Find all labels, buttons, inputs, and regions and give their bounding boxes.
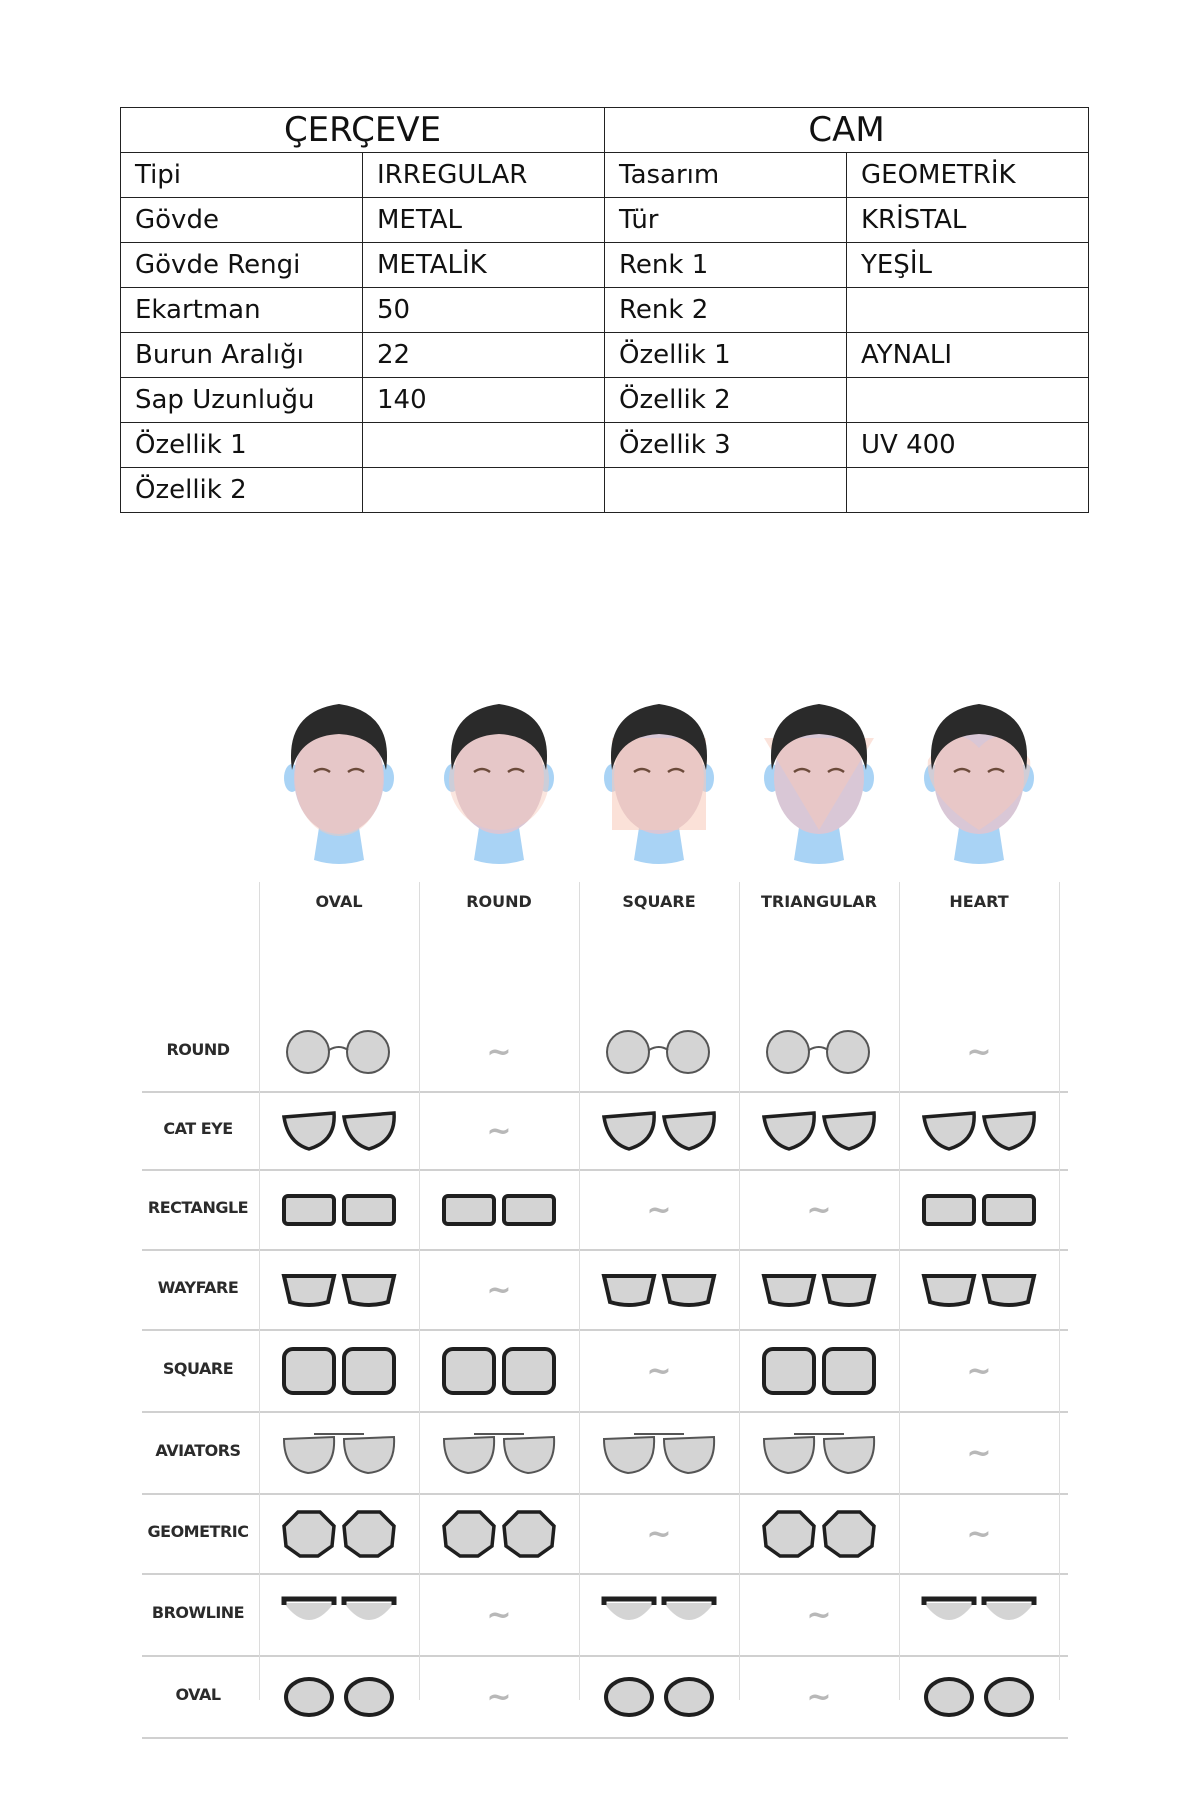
lens-label: Özellik 3: [605, 423, 847, 468]
browline-glasses-icon: [899, 1574, 1059, 1656]
square-glasses-icon: [259, 1330, 419, 1412]
frame-value: IRREGULAR: [363, 153, 605, 198]
face-round-illustration: [434, 690, 564, 880]
spec-row: [121, 423, 1089, 468]
geometric-glasses-icon: [259, 1494, 419, 1574]
no-match-icon: [579, 1170, 739, 1250]
no-match-symbol: ~: [486, 1113, 512, 1149]
lens-label: Özellik 2: [605, 378, 847, 423]
frame-label: Sap Uzunluğu: [121, 378, 363, 423]
frame-style-row: [142, 1170, 1068, 1250]
face-heart-illustration: [914, 690, 1044, 880]
lens-value: GEOMETRİK: [847, 153, 1089, 198]
oval-glasses-icon: [259, 1656, 419, 1738]
lens-label: [605, 468, 847, 513]
frame-style-row: [142, 1574, 1068, 1656]
spec-row: [121, 333, 1089, 378]
no-match-symbol: ~: [646, 1516, 672, 1552]
no-match-icon: [419, 1574, 579, 1656]
no-match-icon: [579, 1330, 739, 1412]
frame-label: Ekartman: [121, 288, 363, 333]
cat-eye-glasses-icon: [739, 1092, 899, 1170]
aviator-glasses-icon: [419, 1412, 579, 1494]
spec-row: [121, 243, 1089, 288]
no-match-icon: [899, 1494, 1059, 1574]
lens-value: [847, 468, 1089, 513]
frame-style-label: RECTANGLE: [147, 1198, 249, 1217]
frame-value: [363, 468, 605, 513]
no-match-symbol: ~: [486, 1597, 512, 1633]
frame-style-label: AVIATORS: [155, 1441, 241, 1460]
no-match-symbol: ~: [806, 1597, 832, 1633]
oval-glasses-icon: [579, 1656, 739, 1738]
grid-column-divider: [899, 882, 900, 1700]
no-match-symbol: ~: [646, 1353, 672, 1389]
lens-label: Renk 1: [605, 243, 847, 288]
frame-label: Özellik 2: [121, 468, 363, 513]
no-match-symbol: ~: [966, 1516, 992, 1552]
lens-header: CAM: [605, 108, 1089, 153]
no-match-icon: [899, 1012, 1059, 1092]
face-triangle-illustration: [754, 690, 884, 880]
lens-value: UV 400: [847, 423, 1089, 468]
lens-label: Özellik 1: [605, 333, 847, 378]
no-match-icon: [419, 1656, 579, 1738]
no-match-symbol: ~: [966, 1353, 992, 1389]
face-shape-header: [259, 882, 1068, 1012]
square-glasses-icon: [419, 1330, 579, 1412]
aviator-glasses-icon: [259, 1412, 419, 1494]
no-match-symbol: ~: [646, 1192, 672, 1228]
frame-label: Özellik 1: [121, 423, 363, 468]
frame-style-label: BROWLINE: [151, 1603, 245, 1622]
no-match-icon: [579, 1494, 739, 1574]
rectangle-glasses-icon: [259, 1170, 419, 1250]
browline-glasses-icon: [259, 1574, 419, 1656]
frame-style-row: [142, 1412, 1068, 1494]
no-match-icon: [739, 1656, 899, 1738]
no-match-symbol: ~: [806, 1192, 832, 1228]
frame-style-label: WAYFARE: [157, 1278, 239, 1297]
frame-label: Gövde: [121, 198, 363, 243]
grid-row-divider: [142, 1737, 1068, 1739]
cat-eye-glasses-icon: [579, 1092, 739, 1170]
grid-column-divider: [579, 882, 580, 1700]
spec-table: [120, 107, 1089, 513]
lens-value: [847, 288, 1089, 333]
face-illustrations: [142, 690, 1068, 880]
no-match-icon: [739, 1170, 899, 1250]
frame-style-label: ROUND: [166, 1040, 230, 1059]
cat-eye-glasses-icon: [899, 1092, 1059, 1170]
aviator-glasses-icon: [579, 1412, 739, 1494]
grid-column-divider: [419, 882, 420, 1700]
geometric-glasses-icon: [739, 1494, 899, 1574]
round-glasses-icon: [259, 1012, 419, 1092]
frame-value: [363, 423, 605, 468]
frame-value: METALİK: [363, 243, 605, 288]
frame-style-row: [142, 1250, 1068, 1330]
face-shape-label-heart: HEART: [949, 892, 1009, 911]
frame-value: 50: [363, 288, 605, 333]
wayfarer-glasses-icon: [899, 1250, 1059, 1330]
grid-column-divider: [739, 882, 740, 1700]
geometric-glasses-icon: [419, 1494, 579, 1574]
no-match-symbol: ~: [486, 1679, 512, 1715]
frame-label: Gövde Rengi: [121, 243, 363, 288]
rectangle-glasses-icon: [899, 1170, 1059, 1250]
browline-glasses-icon: [579, 1574, 739, 1656]
frame-style-label: OVAL: [175, 1685, 221, 1704]
frame-label: Tipi: [121, 153, 363, 198]
wayfarer-glasses-icon: [259, 1250, 419, 1330]
frame-style-row: [142, 1092, 1068, 1170]
frame-style-row: [142, 1494, 1068, 1574]
spec-row: [121, 153, 1089, 198]
spec-row: [121, 198, 1089, 243]
face-shape-label-triangle: TRIANGULAR: [761, 892, 877, 911]
lens-value: AYNALI: [847, 333, 1089, 378]
lens-label: Tasarım: [605, 153, 847, 198]
frame-style-label: GEOMETRIC: [147, 1522, 249, 1541]
lens-value: KRİSTAL: [847, 198, 1089, 243]
lens-value: YEŞİL: [847, 243, 1089, 288]
frame-value: METAL: [363, 198, 605, 243]
oval-glasses-icon: [899, 1656, 1059, 1738]
face-shape-label-round: ROUND: [466, 892, 532, 911]
cat-eye-glasses-icon: [259, 1092, 419, 1170]
no-match-icon: [899, 1330, 1059, 1412]
round-glasses-icon: [739, 1012, 899, 1092]
spec-body: [121, 153, 1089, 513]
face-shape-label-square: SQUARE: [622, 892, 696, 911]
spec-row: [121, 378, 1089, 423]
rectangle-glasses-icon: [419, 1170, 579, 1250]
spec-header-row: [121, 108, 1089, 153]
spec-row: [121, 468, 1089, 513]
frame-value: 140: [363, 378, 605, 423]
frame-header: ÇERÇEVE: [121, 108, 605, 153]
no-match-symbol: ~: [486, 1034, 512, 1070]
grid-column-divider: [1059, 882, 1060, 1700]
lens-label: Tür: [605, 198, 847, 243]
frame-style-label: CAT EYE: [163, 1119, 233, 1138]
no-match-icon: [739, 1574, 899, 1656]
face-oval-illustration: [274, 690, 404, 880]
wayfarer-glasses-icon: [739, 1250, 899, 1330]
no-match-symbol: ~: [966, 1034, 992, 1070]
lens-label: Renk 2: [605, 288, 847, 333]
no-match-symbol: ~: [966, 1435, 992, 1471]
face-shape-label-oval: OVAL: [315, 892, 363, 911]
frame-style-row: [142, 1330, 1068, 1412]
grid-column-divider: [259, 882, 260, 1700]
frame-label: Burun Aralığı: [121, 333, 363, 378]
wayfarer-glasses-icon: [579, 1250, 739, 1330]
square-glasses-icon: [739, 1330, 899, 1412]
no-match-icon: [419, 1012, 579, 1092]
frame-value: 22: [363, 333, 605, 378]
frame-style-row: [142, 1656, 1068, 1738]
face-square-illustration: [594, 690, 724, 880]
lens-value: [847, 378, 1089, 423]
frame-style-row: [142, 1012, 1068, 1092]
face-shape-guide: [142, 690, 1068, 1715]
no-match-symbol: ~: [806, 1679, 832, 1715]
no-match-symbol: ~: [486, 1272, 512, 1308]
aviator-glasses-icon: [739, 1412, 899, 1494]
spec-row: [121, 288, 1089, 333]
no-match-icon: [419, 1250, 579, 1330]
frame-style-label: SQUARE: [162, 1359, 234, 1378]
no-match-icon: [899, 1412, 1059, 1494]
no-match-icon: [419, 1092, 579, 1170]
round-glasses-icon: [579, 1012, 739, 1092]
